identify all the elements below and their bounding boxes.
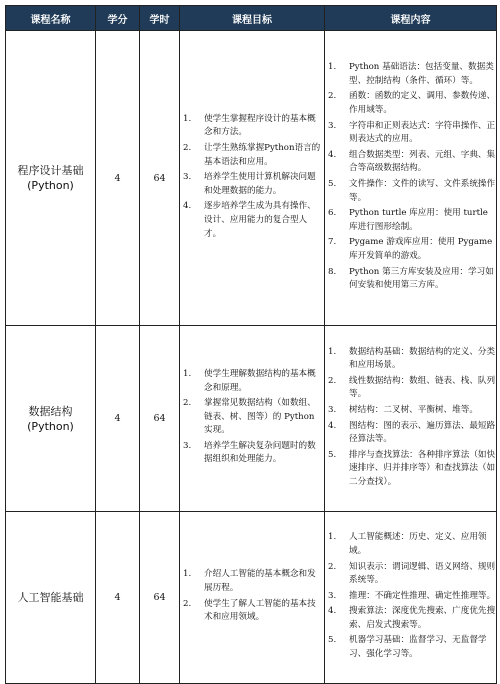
- list-item: [325, 561, 496, 588]
- list-item: [325, 605, 496, 632]
- list-item: [325, 61, 496, 88]
- list-item-number: 4.: [183, 201, 192, 212]
- list-item-number: 1.: [183, 368, 192, 379]
- list-item: [325, 236, 496, 263]
- list-item-number: 3.: [328, 590, 337, 601]
- list-item: [325, 531, 496, 558]
- list-item-text: 掌握常见数据结构（如数组、链表、树、图等）的 Python 实现。: [204, 398, 316, 436]
- list-item: [180, 598, 324, 625]
- list-item: [325, 375, 496, 402]
- list-item-number: 8.: [328, 266, 337, 277]
- list-item-number: 6.: [328, 208, 337, 219]
- list-item: [180, 440, 324, 467]
- list-item-number: 5.: [328, 635, 337, 646]
- list-item-text: 线性数据结构：数组、链表、栈、队列等。: [349, 375, 496, 400]
- list-item: [325, 120, 496, 147]
- course-hours: 64: [140, 31, 180, 326]
- list-item-number: 7.: [328, 237, 337, 248]
- list-item-text: 让学生熟练掌握Python语言的基本语法和应用。: [204, 143, 321, 167]
- course-name-line: 程序设计基础: [17, 164, 84, 177]
- list-item-number: 2.: [183, 598, 192, 609]
- list-item: [180, 113, 324, 140]
- content-list: [325, 531, 496, 661]
- goal-list: [180, 568, 324, 624]
- list-item-number: 3.: [183, 440, 192, 451]
- list-item-text: 培养学生解决复杂问题时的数据组织和处理能力。: [204, 440, 316, 465]
- list-item-number: 2.: [328, 375, 337, 386]
- list-item-text: 人工智能概述：历史、定义、应用领域。: [349, 532, 487, 556]
- header-hours: 学时: [140, 6, 180, 31]
- list-item-number: 3.: [183, 172, 192, 183]
- goal-list: [180, 113, 324, 241]
- list-item: [325, 420, 496, 447]
- list-item-text: 函数：函数的定义、调用、参数传递、作用域等。: [349, 91, 496, 116]
- list-item-text: Python 基础语法：包括变量、数据类型、控制结构（条件、循环）等。: [349, 62, 494, 86]
- list-item: [325, 634, 496, 661]
- list-item-number: 1.: [328, 532, 337, 543]
- list-item-text: 使学生了解人工智能的基本技术和应用领域。: [204, 598, 316, 623]
- list-item-text: 知识表示：谓词逻辑、语义网络、规则系统等。: [349, 561, 496, 586]
- course-name: [6, 31, 96, 326]
- course-name: [6, 512, 96, 684]
- list-item: [325, 404, 496, 418]
- list-item-number: 4.: [328, 606, 337, 617]
- table-row: [6, 326, 497, 512]
- course-goals: [180, 326, 325, 512]
- list-item: [180, 568, 324, 595]
- list-item-number: 1.: [328, 62, 337, 73]
- course-goals: [180, 31, 325, 326]
- course-goals: [180, 512, 325, 684]
- list-item-number: 2.: [328, 91, 337, 102]
- table-header-row: [6, 6, 497, 31]
- course-table: [5, 5, 497, 684]
- list-item-text: 推理：不确定性推理、确定性推理等。: [349, 590, 496, 601]
- list-item-text: Python turtle 库应用：使用 turtle 库进行图形绘制。: [349, 208, 488, 232]
- course-contents: [325, 31, 497, 326]
- content-list: [325, 346, 496, 490]
- header-credits: 学分: [96, 6, 140, 31]
- list-item: [180, 200, 324, 241]
- list-item: [180, 368, 324, 395]
- content-list: [325, 61, 496, 293]
- list-item: [325, 207, 496, 234]
- table-row: [6, 512, 497, 684]
- goal-list: [180, 368, 324, 467]
- list-item-number: 2.: [328, 561, 337, 572]
- list-item-text: 图结构：图的表示、遍历算法、最短路径算法等。: [349, 420, 496, 445]
- course-contents: [325, 326, 497, 512]
- course-name-line: (Python): [27, 179, 74, 192]
- list-item: [325, 449, 496, 490]
- list-item-number: 1.: [183, 113, 192, 124]
- list-item-text: 组合数据类型：列表、元组、字典、集合等高级数据结构。: [349, 149, 496, 174]
- list-item: [180, 142, 324, 169]
- list-item-text: 培养学生使用计算机解决问题和处理数据的能力。: [204, 172, 316, 196]
- list-item: [325, 266, 496, 293]
- list-item-text: 文件操作：文件的读写、文件系统操作等。: [349, 179, 496, 203]
- course-credits: 4: [96, 31, 140, 326]
- list-item-text: 介绍人工智能的基本概念和发展历程。: [204, 569, 316, 593]
- list-item-number: 5.: [328, 179, 337, 189]
- header-goals: 课程目标: [180, 6, 325, 31]
- course-name: [6, 326, 96, 512]
- list-item-number: 4.: [328, 420, 337, 431]
- course-contents: [325, 512, 497, 684]
- list-item-number: 1.: [328, 346, 337, 357]
- course-hours: 64: [140, 512, 180, 684]
- list-item-number: 5.: [328, 449, 337, 460]
- header-contents: 课程内容: [325, 6, 497, 31]
- table-row: [6, 31, 497, 326]
- list-item-text: 搜索算法：深度优先搜索、广度优先搜索、启发式搜索等。: [349, 606, 496, 630]
- list-item: [325, 90, 496, 117]
- list-item-number: 1.: [183, 569, 192, 580]
- list-item-text: 逐步培养学生成为具有操作、设计、应用能力的复合型人才。: [204, 201, 316, 239]
- course-credits: 4: [96, 326, 140, 512]
- list-item-text: Python 第三方库安装及应用：学习如何安装和使用第三方库。: [349, 266, 494, 291]
- list-item-text: 使学生理解数据结构的基本概念和原理。: [204, 368, 316, 393]
- course-name-line: 数据结构(Python): [27, 404, 74, 433]
- list-item: [325, 590, 496, 604]
- list-item-text: 排序与查找算法：各种排序算法（如快速排序、归并排序等）和查找算法（如二分查找）。: [349, 449, 496, 487]
- course-hours: 64: [140, 326, 180, 512]
- course-credits: 4: [96, 512, 140, 684]
- list-item: [325, 149, 496, 176]
- list-item-text: 字符串和正则表达式：字符串操作、正则表达式的应用。: [349, 120, 496, 145]
- list-item: [325, 346, 496, 373]
- list-item-text: 使学生掌握程序设计的基本概念和方法。: [204, 113, 316, 138]
- list-item-number: 3.: [328, 120, 337, 131]
- list-item-text: 机器学习基础：监督学习、无监督学习、强化学习等。: [349, 635, 487, 660]
- list-item-number: 4.: [328, 149, 337, 160]
- list-item-number: 2.: [183, 398, 192, 409]
- list-item: [325, 178, 496, 205]
- list-item-number: 2.: [183, 143, 192, 154]
- list-item: [180, 397, 324, 438]
- header-course-name: 课程名称: [6, 6, 96, 31]
- course-name-line: 人工智能基础: [17, 591, 84, 604]
- list-item-number: 3.: [328, 404, 337, 415]
- list-item: [180, 171, 324, 198]
- list-item-text: 树结构：二叉树、平衡树、堆等。: [349, 404, 478, 415]
- list-item-text: Pygame 游戏库应用：使用 Pygame 库开发简单的游戏。: [349, 237, 493, 261]
- list-item-text: 数据结构基础：数据结构的定义、分类和应用场景。: [349, 346, 496, 371]
